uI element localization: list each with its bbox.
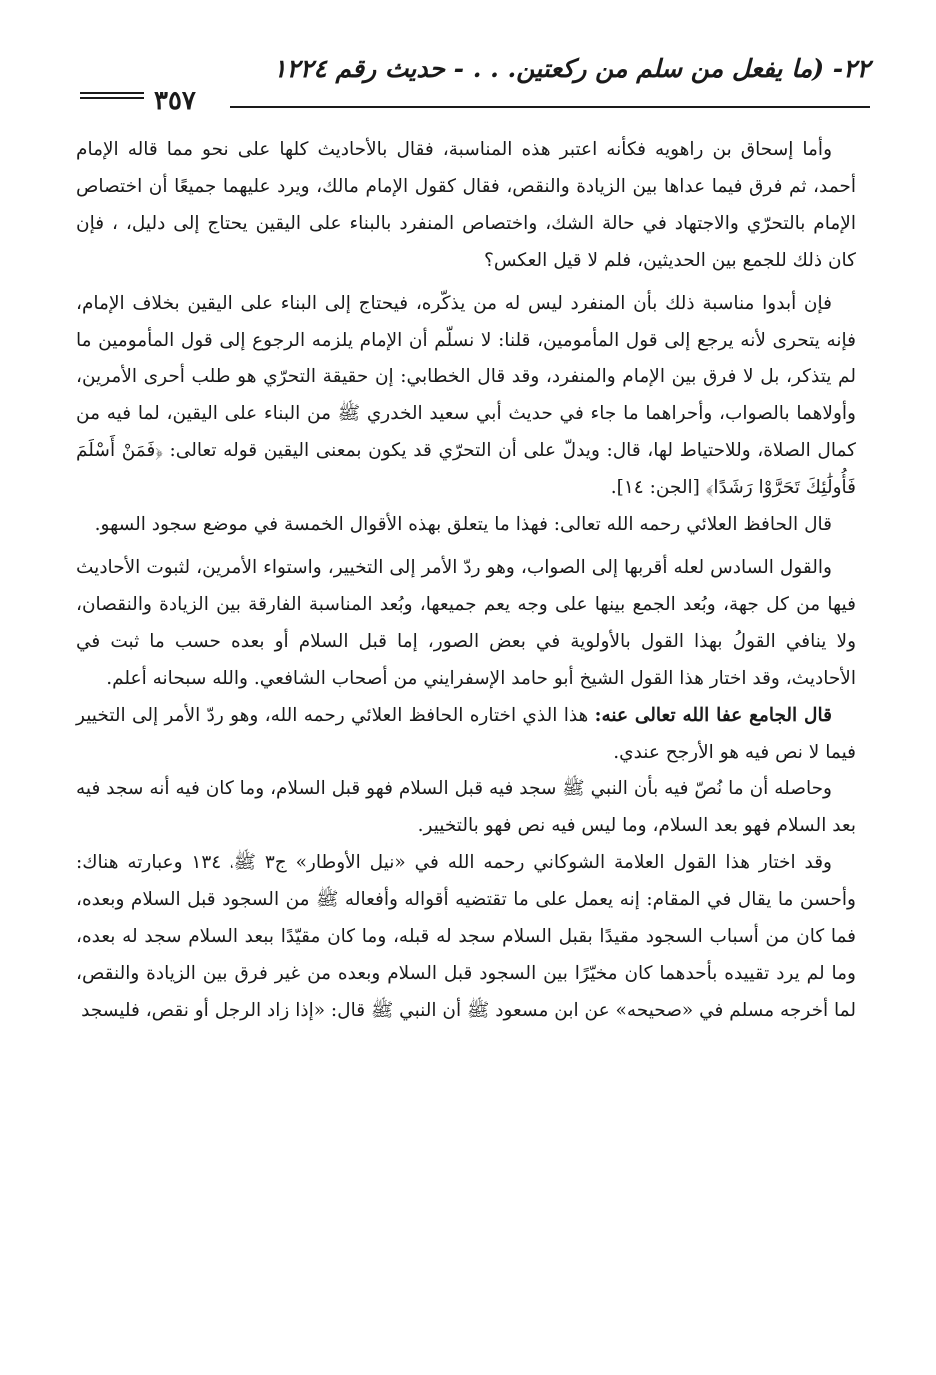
header-double-rule-top [80, 92, 144, 94]
paragraph-1 [76, 132, 856, 280]
header-double-rule-bottom [80, 97, 144, 99]
paragraph-4 [76, 550, 856, 698]
paragraph-2 [76, 286, 856, 507]
page-header [80, 48, 870, 116]
header-rule [230, 106, 870, 108]
paragraph-5 [76, 698, 856, 772]
page-body [76, 132, 856, 1030]
running-title: ٢٢- (ما يفعل من سلم من ركعتين. . . - حديث رقم ١٢٢٤ [273, 54, 870, 83]
paragraph-text: وحاصله أن ما نُصّ فيه بأن النبي ﷺ سجد فيه قبل السلام فهو قبل السلام، وما كان فيه أنه سجد فيه بعد السلام فهو بعد السلام، وما ليس فيه نص فهو بالتخيير. [76, 778, 856, 837]
paragraph-text: وأما إسحاق بن راهويه فكأنه اعتبر هذه المناسبة، فقال بالأحاديث كلها على نحو مما قاله الإمام أحمد، ثم فرق فيما عداها بين الزيادة والنقص، فقال كقول الإمام مالك، ويرد عليهما جميعًا أن اختصاص الإمام بالتحرّي والاجتهاد في حالة الشك، واختصاص المنفرد بالبناء على اليقين يحتاج إلى دليل، ، فإن كان ذلك للجمع بين الحديثين، فلم لا قيل العكس؟ [76, 139, 856, 271]
paragraph-text: والقول السادس لعله أقربها إلى الصواب، وهو ردّ الأمر إلى التخيير، واستواء الأمرين، لثبوت الأحاديث فيها من كل جهة، وبُعد الجمع بينها على وجه يعم جميعها، وبُعد المناسبة الفارقة بين الزيادة والنقصان، ولا ينافي القولُ بهذا القول بالأولوية في بعض الصور، إما قبل السلام أو بعده حسب ما ثبت في الأحاديث، وقد اختار هذا القول الشيخ أبو حامد الإسفرايني من أصحاب الشافعي. والله سبحانه أعلم. [76, 556, 856, 689]
paragraph-6 [76, 771, 856, 845]
page-number: ٣٥٧ [154, 86, 196, 116]
paragraph-text: وقد اختار هذا القول العلامة الشوكاني رحمه الله في «نيل الأوطار» ج٣ ﷺ، ١٣٤ وعبارته هناك: وأحسن ما يقال في المقام: إنه يعمل على ما تقتضيه أقواله وأفعاله ﷺ من السجود قبل السلام وبعده، فما كان من أسباب السجود مقيدًا بقبل السلام سجد له قبله، وما كان مقيّدًا ببعد السلام سجد له بعده، وما لم يرد تقييده بأحدهما كان مخيّرًا بين السجود قبل السلام وبعده من غير فرق بين الزيادة والنقص، لما أخرجه مسلم في «صحيحه» عن ابن مسعود ﷺ أن النبي ﷺ قال: «إذا زاد الرجل أو نقص، فليسجد [76, 852, 856, 1021]
paragraph-text: قال الحافظ العلائي رحمه الله تعالى: فهذا ما يتعلق بهذه الأقوال الخمسة في موضع سجود السهو. [94, 514, 832, 536]
paragraph-7 [76, 845, 856, 1030]
paragraph-lead: قال الجامع عفا الله تعالى عنه: [594, 704, 832, 726]
paragraph-3 [76, 507, 856, 544]
paragraph-text: فإن أبدوا مناسبة ذلك بأن المنفرد ليس له من يذكّره، فيحتاج إلى البناء على اليقين بخلاف الإمام، فإنه يتحرى لأنه يرجع إلى قول المأمومين، قلنا: لا نسلّم أن الإمام يلزمه الرجوع إلى قول المأمومين ما لم يتذكر، بل لا فرق بين الإمام والمنفرد، وقد قال الخطابي: إن حقيقة التحرّي هو طلب أحرى الأمرين، وأولاهما بالصواب، وأحراهما ما جاء في حديث أبي سعيد الخدري ﷺ من البناء على اليقين، لما فيه من كمال الصلاة، وللاحتياط لها، قال: ويدلّ على أن التحرّي قد يكون بمعنى اليقين قوله تعالى: ﴿فَمَنْ أَسْلَمَ فَأُولَٰئِكَ تَحَرَّوْا رَشَدًا﴾ [الجن: ١٤]. [76, 292, 856, 499]
paragraph-text: هذا الذي اختاره الحافظ العلائي رحمه الله، وهو ردّ الأمر إلى التخيير فيما لا نص فيه هو الأرجح عندي. [76, 704, 856, 763]
